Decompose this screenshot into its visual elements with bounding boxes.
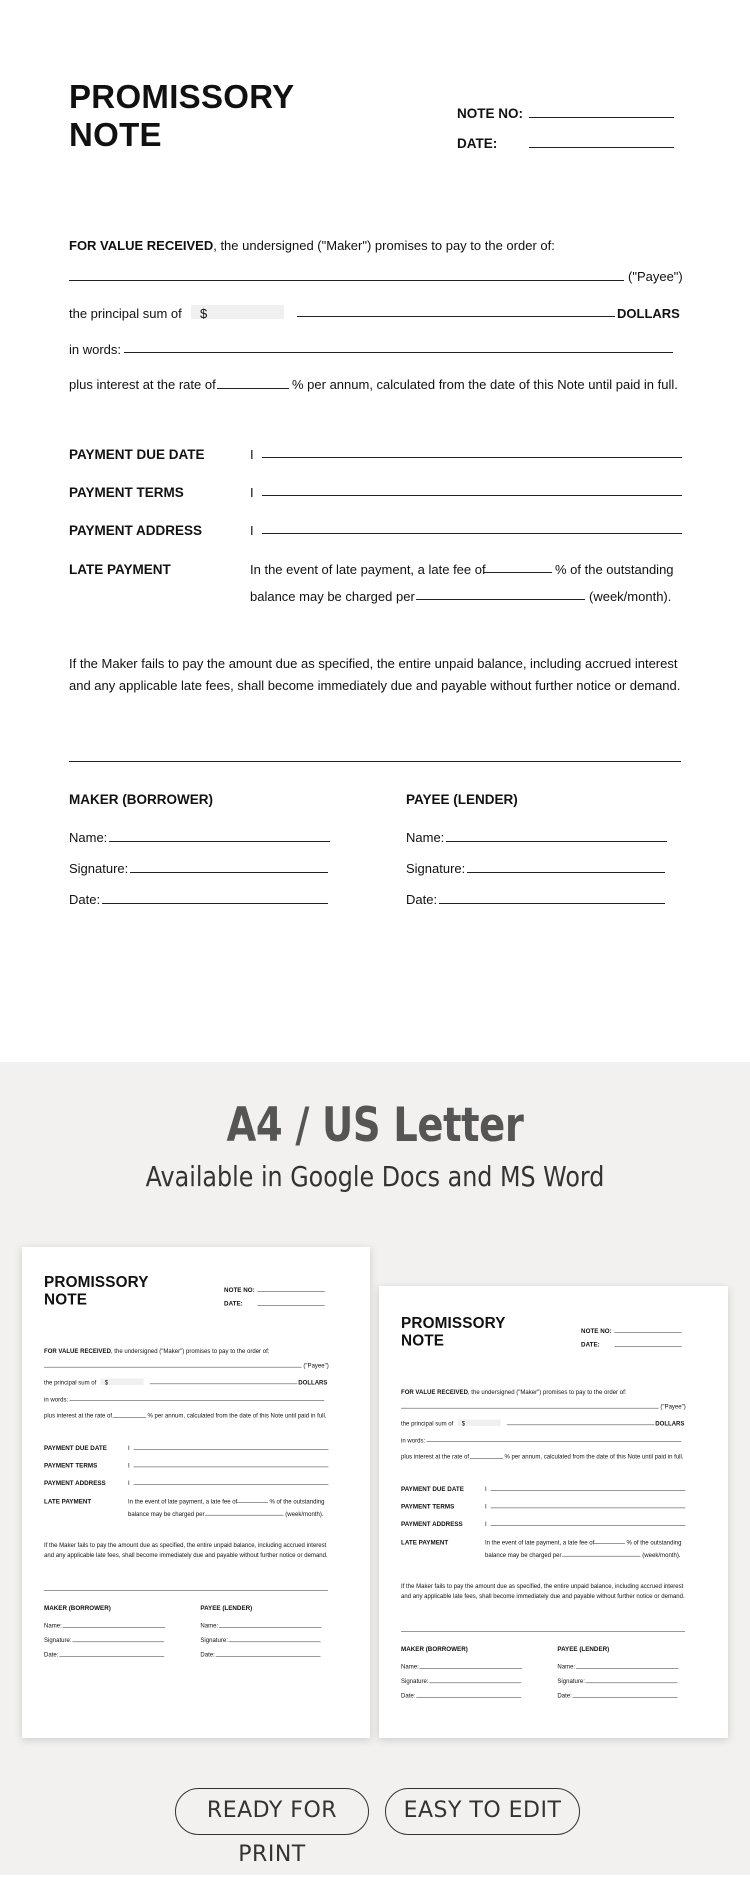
currency-symbol: $ xyxy=(462,1420,465,1427)
payee-signature-label: Signature: xyxy=(406,861,465,876)
separator: I xyxy=(128,1462,130,1469)
late-period-field[interactable] xyxy=(416,599,585,600)
late-line1-suffix: % of the outstanding xyxy=(627,1539,682,1546)
in-words-label: in words: xyxy=(401,1437,425,1444)
late-fee-field[interactable] xyxy=(484,572,552,573)
document-title: PROMISSORY NOTE xyxy=(69,78,294,154)
payee-name-label: Name: xyxy=(557,1663,575,1670)
late-line1-suffix: % of the outstanding xyxy=(555,562,674,577)
maker-name-field[interactable] xyxy=(109,841,330,842)
payee-field[interactable] xyxy=(69,280,624,281)
maker-name-label: Name: xyxy=(401,1663,419,1670)
payee-signature-label: Signature: xyxy=(200,1637,227,1644)
maker-name-label: Name: xyxy=(69,830,107,845)
for-value-text: FOR VALUE RECEIVED, the undersigned ("Maker") promises to pay to the order of: xyxy=(401,1388,626,1395)
interest-prefix: plus interest at the rate of xyxy=(44,1412,112,1419)
maker-name-label: Name: xyxy=(44,1622,62,1629)
note-no-field[interactable] xyxy=(529,117,674,118)
interest-prefix: plus interest at the rate of xyxy=(69,377,216,392)
in-words-field[interactable] xyxy=(124,352,673,353)
letter-page-preview xyxy=(379,1286,728,1738)
late-line2-prefix: balance may be charged per xyxy=(250,589,415,604)
late-payment-label: LATE PAYMENT xyxy=(401,1539,448,1546)
late-line1-suffix: % of the outstanding xyxy=(270,1498,325,1505)
payment-due-date-label: PAYMENT DUE DATE xyxy=(44,1444,107,1451)
separator: I xyxy=(485,1503,487,1510)
payment-due-date-label: PAYMENT DUE DATE xyxy=(401,1485,464,1492)
maker-date-field[interactable] xyxy=(102,903,328,904)
default-clause-line2: and any applicable late fees, shall become immediately due and payable without further notice or demand. xyxy=(44,1552,328,1559)
note-no-label: NOTE NO: xyxy=(224,1286,255,1293)
separator: I xyxy=(250,523,254,538)
late-line2-suffix: (week/month). xyxy=(642,1551,680,1558)
interest-rate-field[interactable] xyxy=(217,388,289,389)
document-title: PROMISSORY NOTE xyxy=(401,1314,506,1349)
a4-page-content xyxy=(22,1247,360,1701)
payee-date-label: Date: xyxy=(557,1692,571,1699)
for-value-text: FOR VALUE RECEIVED, the undersigned ("Maker") promises to pay to the order of: xyxy=(44,1347,269,1354)
late-line1-prefix: In the event of late payment, a late fee of xyxy=(250,562,486,577)
payee-signature-field[interactable] xyxy=(467,872,665,873)
payee-suffix: ("Payee") xyxy=(303,1362,328,1369)
interest-prefix: plus interest at the rate of xyxy=(401,1453,469,1460)
principal-label: the principal sum of xyxy=(401,1420,453,1427)
interest-suffix: % per annum, calculated from the date of this Note until paid in full. xyxy=(504,1453,683,1460)
for-value-text: FOR VALUE RECEIVED, the undersigned ("Maker") promises to pay to the order of: xyxy=(69,238,555,253)
payment-terms-label: PAYMENT TERMS xyxy=(44,1462,97,1469)
maker-date-label: Date: xyxy=(44,1651,58,1658)
date-field[interactable] xyxy=(529,147,674,148)
separator: I xyxy=(128,1444,130,1451)
separator: I xyxy=(485,1485,487,1492)
payee-name-label: Name: xyxy=(406,830,444,845)
currency-symbol: $ xyxy=(200,306,207,321)
dollars-label: DOLLARS xyxy=(617,306,680,321)
letter-page-content xyxy=(379,1286,717,1738)
availability-subheading: Available in Google Docs and MS Word xyxy=(56,1160,694,1193)
payee-name-label: Name: xyxy=(200,1622,218,1629)
note-no-label: NOTE NO: xyxy=(457,106,523,121)
a4-page-preview xyxy=(22,1247,370,1738)
dollars-label: DOLLARS xyxy=(655,1420,684,1427)
maker-signature-label: Signature: xyxy=(69,861,128,876)
payee-suffix: ("Payee") xyxy=(660,1403,685,1410)
maker-heading: MAKER (BORROWER) xyxy=(44,1604,111,1611)
date-label: DATE: xyxy=(224,1300,243,1307)
payment-terms-label: PAYMENT TERMS xyxy=(401,1503,454,1510)
payee-date-field[interactable] xyxy=(439,903,665,904)
late-line2-suffix: (week/month). xyxy=(589,589,671,604)
late-line2-prefix: balance may be charged per xyxy=(485,1551,561,1558)
date-label: DATE: xyxy=(457,136,497,151)
payee-heading: PAYEE (LENDER) xyxy=(200,1604,252,1611)
maker-signature-field[interactable] xyxy=(130,872,328,873)
divider xyxy=(69,761,681,762)
payment-terms-field[interactable] xyxy=(262,495,682,496)
ready-for-print-button[interactable]: READY FOR PRINT xyxy=(175,1788,369,1835)
payment-address-label: PAYMENT ADDRESS xyxy=(44,1480,106,1487)
payment-due-date-label: PAYMENT DUE DATE xyxy=(69,447,205,462)
late-payment-label: LATE PAYMENT xyxy=(44,1498,91,1505)
principal-label: the principal sum of xyxy=(44,1379,96,1386)
late-line2-suffix: (week/month). xyxy=(285,1510,323,1517)
separator: I xyxy=(485,1521,487,1528)
payee-date-label: Date: xyxy=(200,1651,214,1658)
interest-suffix: % per annum, calculated from the date of this Note until paid in full. xyxy=(292,377,678,392)
payee-heading: PAYEE (LENDER) xyxy=(557,1645,609,1652)
amount-words-field[interactable] xyxy=(297,316,615,317)
default-clause-line1: If the Maker fails to pay the amount due as specified, the entire unpaid balance, including accrued interest xyxy=(44,1541,326,1548)
maker-signature-label: Signature: xyxy=(401,1678,428,1685)
default-clause-line2: and any applicable late fees, shall become immediately due and payable without further notice or demand. xyxy=(69,678,680,693)
separator: I xyxy=(250,447,254,462)
default-clause-line1: If the Maker fails to pay the amount due as specified, the entire unpaid balance, including accrued interest xyxy=(69,656,677,671)
default-clause-line1: If the Maker fails to pay the amount due as specified, the entire unpaid balance, including accrued interest xyxy=(401,1582,683,1589)
easy-to-edit-button[interactable]: EASY TO EDIT xyxy=(385,1788,580,1835)
principal-label: the principal sum of xyxy=(69,306,182,321)
payment-address-label: PAYMENT ADDRESS xyxy=(401,1521,463,1528)
late-payment-label: LATE PAYMENT xyxy=(69,562,171,577)
payment-due-date-field[interactable] xyxy=(262,457,682,458)
payee-suffix: ("Payee") xyxy=(628,269,683,284)
payee-date-label: Date: xyxy=(406,892,437,907)
currency-symbol: $ xyxy=(105,1379,108,1386)
dollars-label: DOLLARS xyxy=(298,1379,327,1386)
late-line1-prefix: In the event of late payment, a late fee of xyxy=(128,1498,237,1505)
late-line1-prefix: In the event of late payment, a late fee of xyxy=(485,1539,594,1546)
document-title: PROMISSORY NOTE xyxy=(44,1273,149,1308)
default-clause-line2: and any applicable late fees, shall become immediately due and payable without further notice or demand. xyxy=(401,1593,685,1600)
payment-address-label: PAYMENT ADDRESS xyxy=(69,523,202,538)
format-heading: A4 / US Letter xyxy=(68,1098,683,1153)
payee-heading: PAYEE (LENDER) xyxy=(406,792,518,807)
payment-address-field[interactable] xyxy=(262,533,682,534)
late-line2-prefix: balance may be charged per xyxy=(128,1510,204,1517)
separator: I xyxy=(250,485,254,500)
payee-signature-label: Signature: xyxy=(557,1678,584,1685)
maker-heading: MAKER (BORROWER) xyxy=(401,1645,468,1652)
payment-terms-label: PAYMENT TERMS xyxy=(69,485,184,500)
maker-date-label: Date: xyxy=(401,1692,415,1699)
date-label: DATE: xyxy=(581,1341,600,1348)
maker-date-label: Date: xyxy=(69,892,100,907)
maker-heading: MAKER (BORROWER) xyxy=(69,792,213,807)
interest-suffix: % per annum, calculated from the date of this Note until paid in full. xyxy=(147,1412,326,1419)
maker-signature-label: Signature: xyxy=(44,1637,71,1644)
payee-name-field[interactable] xyxy=(446,841,667,842)
in-words-label: in words: xyxy=(69,342,121,357)
separator: I xyxy=(128,1480,130,1487)
note-no-label: NOTE NO: xyxy=(581,1327,612,1334)
in-words-label: in words: xyxy=(44,1396,68,1403)
